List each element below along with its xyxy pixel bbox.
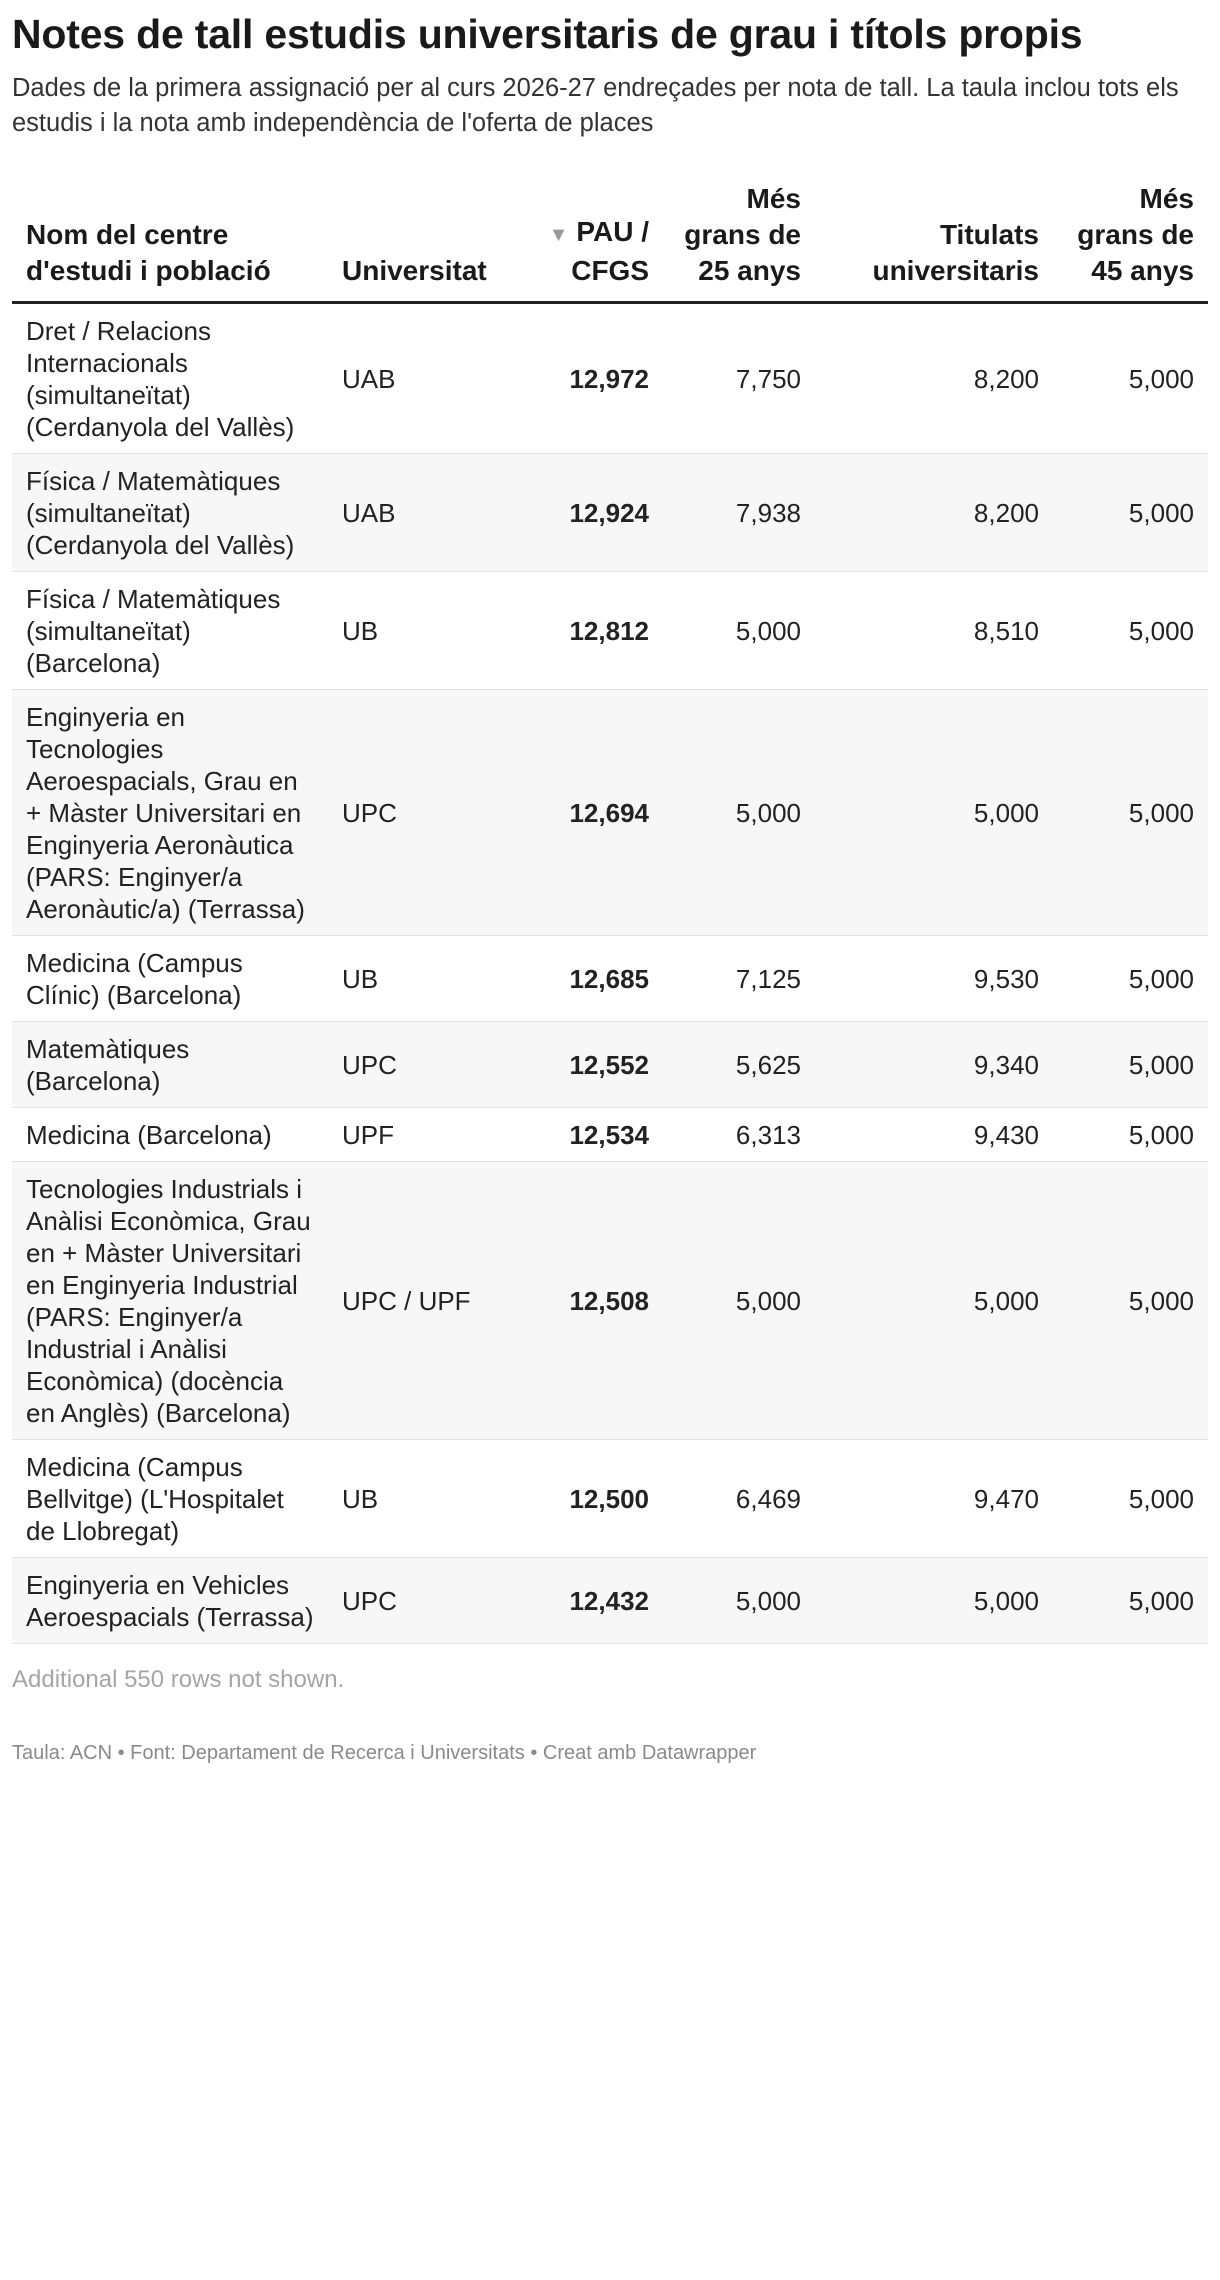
cell-universitat: UPC <box>328 1022 528 1108</box>
column-header-mes-grans-45[interactable]: Més grans de 45 anys <box>1053 181 1208 303</box>
table-row <box>12 1558 1208 1644</box>
cell-centre: Matemàtiques (Barcelona) <box>12 1022 328 1108</box>
cell-mes-grans-45: 5,000 <box>1053 690 1208 936</box>
cell-titulats: 9,430 <box>815 1108 1053 1162</box>
cell-mes-grans-45: 5,000 <box>1053 454 1208 572</box>
cell-mes-grans-25: 6,469 <box>663 1440 815 1558</box>
cell-pau-cfgs: 12,500 <box>528 1440 663 1558</box>
data-table <box>12 181 1208 1644</box>
cell-titulats: 8,200 <box>815 454 1053 572</box>
cell-universitat: UAB <box>328 303 528 454</box>
cell-centre: Física / Matemàtiques (simultaneïtat) (Barcelona) <box>12 572 328 690</box>
cell-pau-cfgs: 12,972 <box>528 303 663 454</box>
cell-pau-cfgs: 12,534 <box>528 1108 663 1162</box>
cell-universitat: UB <box>328 1440 528 1558</box>
cell-titulats: 5,000 <box>815 1558 1053 1644</box>
cell-mes-grans-45: 5,000 <box>1053 572 1208 690</box>
cell-universitat: UPF <box>328 1108 528 1162</box>
cell-universitat: UPC <box>328 690 528 936</box>
cell-mes-grans-25: 5,000 <box>663 1162 815 1440</box>
cell-centre: Medicina (Campus Clínic) (Barcelona) <box>12 936 328 1022</box>
cell-mes-grans-45: 5,000 <box>1053 936 1208 1022</box>
cell-titulats: 8,510 <box>815 572 1053 690</box>
cell-universitat: UB <box>328 936 528 1022</box>
cell-titulats: 9,530 <box>815 936 1053 1022</box>
sort-descending-icon: ▼ <box>548 224 569 247</box>
table-body <box>12 303 1208 1644</box>
cell-pau-cfgs: 12,924 <box>528 454 663 572</box>
cell-pau-cfgs: 12,508 <box>528 1162 663 1440</box>
cell-mes-grans-25: 5,625 <box>663 1022 815 1108</box>
cell-mes-grans-45: 5,000 <box>1053 1558 1208 1644</box>
cell-centre: Dret / Relacions Internacionals (simultaneïtat) (Cerdanyola del Vallès) <box>12 303 328 454</box>
column-header-titulats[interactable]: Titulats universitaris <box>815 181 1053 303</box>
cell-mes-grans-25: 5,000 <box>663 572 815 690</box>
cell-centre: Medicina (Campus Bellvitge) (L'Hospitalet de Llobregat) <box>12 1440 328 1558</box>
cell-pau-cfgs: 12,812 <box>528 572 663 690</box>
cell-pau-cfgs: 12,685 <box>528 936 663 1022</box>
cell-titulats: 5,000 <box>815 690 1053 936</box>
cell-universitat: UPC / UPF <box>328 1162 528 1440</box>
cell-mes-grans-25: 5,000 <box>663 690 815 936</box>
cell-titulats: 9,340 <box>815 1022 1053 1108</box>
cell-mes-grans-25: 6,313 <box>663 1108 815 1162</box>
cell-pau-cfgs: 12,552 <box>528 1022 663 1108</box>
chart-subtitle: Dades de la primera assignació per al curs 2026-27 endreçades per nota de tall. La taula inclou tots els estudis i la nota amb independència de l'oferta de places <box>12 74 1179 138</box>
cell-pau-cfgs: 12,432 <box>528 1558 663 1644</box>
table-row <box>12 454 1208 572</box>
column-header-pau-cfgs-label: PAU / CFGS <box>571 216 649 287</box>
column-header-centre[interactable]: Nom del centre d'estudi i població <box>12 181 328 303</box>
header-row <box>12 181 1208 303</box>
cell-pau-cfgs: 12,694 <box>528 690 663 936</box>
cell-mes-grans-25: 5,000 <box>663 1558 815 1644</box>
cell-mes-grans-25: 7,750 <box>663 303 815 454</box>
more-rows-note: Additional 550 rows not shown. <box>12 1666 345 1694</box>
table-row <box>12 303 1208 454</box>
cell-titulats: 9,470 <box>815 1440 1053 1558</box>
cell-centre: Tecnologies Industrials i Anàlisi Econòmica, Grau en + Màster Universitari en Enginyeria Industrial (PARS: Enginyer/a Industrial i Anàlisi Econòmica) (docència en Anglès) (Barcelona) <box>12 1162 328 1440</box>
cell-mes-grans-25: 7,938 <box>663 454 815 572</box>
cell-centre: Física / Matemàtiques (simultaneïtat) (Cerdanyola del Vallès) <box>12 454 328 572</box>
table-row <box>12 1108 1208 1162</box>
chart-footer: Taula: ACN • Font: Departament de Recerca i Universitats • Creat amb Datawrapper <box>12 1742 757 1765</box>
cell-centre: Enginyeria en Vehicles Aeroespacials (Terrassa) <box>12 1558 328 1644</box>
table-row <box>12 1440 1208 1558</box>
cell-mes-grans-45: 5,000 <box>1053 1440 1208 1558</box>
column-header-universitat[interactable]: Universitat <box>328 181 528 303</box>
cell-universitat: UB <box>328 572 528 690</box>
cell-mes-grans-45: 5,000 <box>1053 1108 1208 1162</box>
cell-centre: Medicina (Barcelona) <box>12 1108 328 1162</box>
cell-mes-grans-25: 7,125 <box>663 936 815 1022</box>
cell-centre: Enginyeria en Tecnologies Aeroespacials, Grau en + Màster Universitari en Enginyeria Aeronàutica (PARS: Enginyer/a Aeronàutic/a) (Terrassa) <box>12 690 328 936</box>
cell-titulats: 8,200 <box>815 303 1053 454</box>
cell-mes-grans-45: 5,000 <box>1053 303 1208 454</box>
table-row <box>12 1162 1208 1440</box>
table-row <box>12 690 1208 936</box>
table-header <box>12 181 1208 303</box>
table-row <box>12 572 1208 690</box>
cell-titulats: 5,000 <box>815 1162 1053 1440</box>
column-header-mes-grans-25[interactable]: Més grans de 25 anys <box>663 181 815 303</box>
table-row <box>12 1022 1208 1108</box>
cell-universitat: UAB <box>328 454 528 572</box>
cell-universitat: UPC <box>328 1558 528 1644</box>
table-row <box>12 936 1208 1022</box>
cell-mes-grans-45: 5,000 <box>1053 1162 1208 1440</box>
column-header-pau-cfgs[interactable] <box>528 181 663 303</box>
cell-mes-grans-45: 5,000 <box>1053 1022 1208 1108</box>
chart-title: Notes de tall estudis universitaris de grau i títols propis <box>12 11 1083 57</box>
